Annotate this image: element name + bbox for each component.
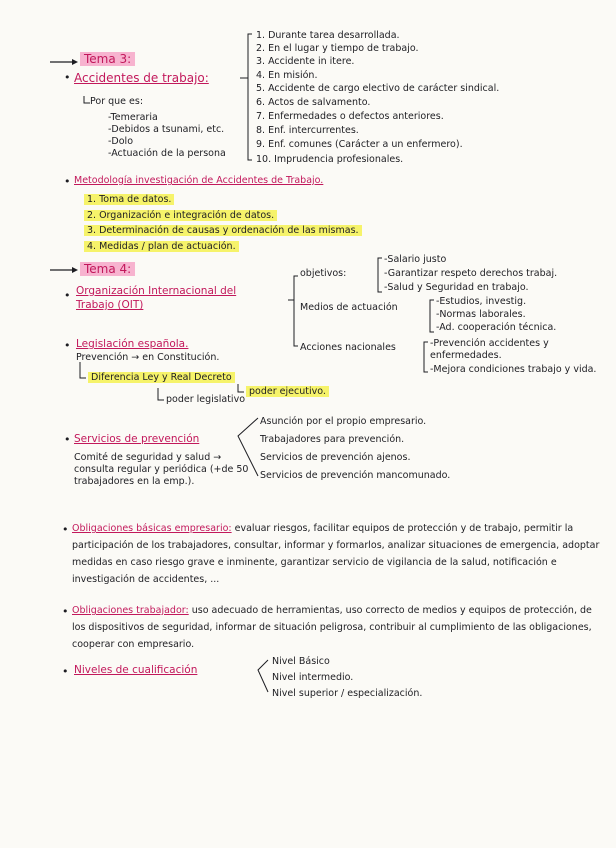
porque-item-1: -Temeraria	[108, 112, 158, 123]
metodologia-item-2	[84, 210, 277, 222]
objetivo-item-1: -Salario justo	[384, 254, 447, 265]
bullet-icon: •	[62, 523, 69, 536]
numbered-item-4: 4. En misión.	[256, 70, 318, 81]
servicios-heading: Servicios de prevención	[74, 433, 200, 445]
bullet-icon: •	[64, 289, 71, 302]
servicios-item-4: Servicios de prevención mancomunado.	[260, 470, 451, 481]
medios-label: Medios de actuación	[300, 302, 398, 313]
obligaciones-empresario-text: evaluar riesgos, facilitar equipos de protección y de trabajo, permitir la participación de los trabajadores, consultar, informar y formarlos, analizar situaciones de emergencia, adoptar medidas en caso riesgo grave e inminente, garantizar servicio de vigilancia de la salud, notificación e investigación de accidentes, ...	[72, 523, 600, 585]
acciones-item-1: -Prevención accidentes y enfermedades.	[430, 338, 549, 361]
metodologia-item-4-text: 4. Medidas / plan de actuación.	[84, 241, 239, 252]
objetivos-label: objetivos:	[300, 268, 347, 279]
numbered-item-9: 9. Enf. comunes (Carácter a un enfermero).	[256, 139, 463, 150]
bullet-icon: •	[64, 433, 71, 446]
servicios-item-3: Servicios de prevención ajenos.	[260, 452, 411, 463]
tema4-title-text: Tema 4:	[80, 262, 135, 276]
objetivo-item-2: -Garantizar respeto derechos trabaj.	[384, 268, 558, 279]
obligaciones-trabajador-text: uso adecuado de herramientas, uso correcto de medios y equipos de protección, de los dispositivos de seguridad, informar de situación peligrosa, contribuir al cumplimiento de las obligaciones, cooperar con empresario.	[72, 605, 592, 650]
porque-item-2: -Debidos a tsunami, etc.	[108, 124, 225, 135]
comite-text: Comité de seguridad y salud → consulta regular y periódica (+de 50 trabajadores en la emp.).	[74, 452, 249, 487]
diferencia-ley-text: Diferencia Ley y Real Decreto	[88, 372, 235, 383]
metodologia-item-1	[84, 194, 174, 206]
metodologia-item-4	[84, 241, 239, 253]
numbered-item-3: 3. Accidente in itere.	[256, 56, 355, 67]
metodologia-item-3-text: 3. Determinación de causas y ordenación de las mismas.	[84, 225, 362, 236]
medios-item-1: -Estudios, investig.	[436, 296, 527, 307]
numbered-item-5: 5. Accidente de cargo electivo de carácter sindical.	[256, 83, 500, 94]
legislacion-heading: Legislación española.	[76, 338, 189, 350]
niveles-heading: Niveles de cualificación	[74, 664, 198, 676]
diferencia-ley	[88, 372, 235, 384]
obligaciones-empresario-label: Obligaciones básicas empresario:	[72, 523, 232, 534]
bullet-icon: •	[64, 339, 71, 352]
metodologia-item-1-text: 1. Toma de datos.	[84, 194, 174, 205]
poder-legislativo: poder legislativo	[166, 394, 246, 405]
tema3-title-text: Tema 3:	[80, 52, 135, 66]
obligaciones-trabajador	[72, 602, 608, 653]
porque-item-3: -Dolo	[108, 136, 134, 147]
numbered-item-6: 6. Actos de salvamento.	[256, 97, 371, 108]
bullet-icon: •	[64, 71, 71, 84]
tema3-title	[80, 52, 135, 66]
tema4-title	[80, 262, 135, 276]
obligaciones-empresario	[72, 520, 608, 588]
niveles-item-2: Nivel intermedio.	[272, 672, 354, 683]
bullet-icon: •	[62, 665, 69, 678]
numbered-item-2: 2. En el lugar y tiempo de trabajo.	[256, 43, 419, 54]
metodologia-heading: Metodología investigación de Accidentes de Trabajo.	[74, 175, 324, 186]
poder-ejecutivo	[246, 386, 329, 398]
niveles-item-1: Nivel Básico	[272, 656, 330, 667]
servicios-item-1: Asunción por el propio empresario.	[260, 416, 427, 427]
numbered-item-1: 1. Durante tarea desarrollada.	[256, 30, 400, 41]
metodologia-item-2-text: 2. Organización e integración de datos.	[84, 210, 277, 221]
servicios-item-2: Trabajadores para prevención.	[260, 434, 405, 445]
medios-item-2: -Normas laborales.	[436, 309, 526, 320]
poder-ejecutivo-text: poder ejecutivo.	[246, 386, 329, 397]
numbered-item-10: 10. Imprudencia profesionales.	[256, 154, 404, 165]
porque-item-4: -Actuación de la persona	[108, 148, 226, 159]
numbered-item-8: 8. Enf. intercurrentes.	[256, 125, 359, 136]
medios-item-3: -Ad. cooperación técnica.	[436, 322, 557, 333]
acciones-item-2: -Mejora condiciones trabajo y vida.	[430, 364, 597, 375]
numbered-item-7: 7. Enfermedades o defectos anteriores.	[256, 111, 444, 122]
bullet-icon: •	[62, 605, 69, 618]
obligaciones-trabajador-label: Obligaciones trabajador:	[72, 605, 189, 616]
bullet-icon: •	[64, 175, 71, 188]
acciones-label: Acciones nacionales	[300, 342, 396, 353]
niveles-item-3: Nivel superior / especialización.	[272, 688, 423, 699]
porque-label: Por que es:	[90, 96, 144, 107]
objetivo-item-3: -Salud y Seguridad en trabajo.	[384, 282, 529, 293]
prevencion-constitucion: Prevención → en Constitución.	[76, 352, 220, 363]
oit-heading: Organización Internacional del Trabajo (OIT)	[76, 285, 237, 311]
metodologia-item-3	[84, 225, 362, 237]
accidentes-heading: Accidentes de trabajo:	[74, 71, 209, 85]
